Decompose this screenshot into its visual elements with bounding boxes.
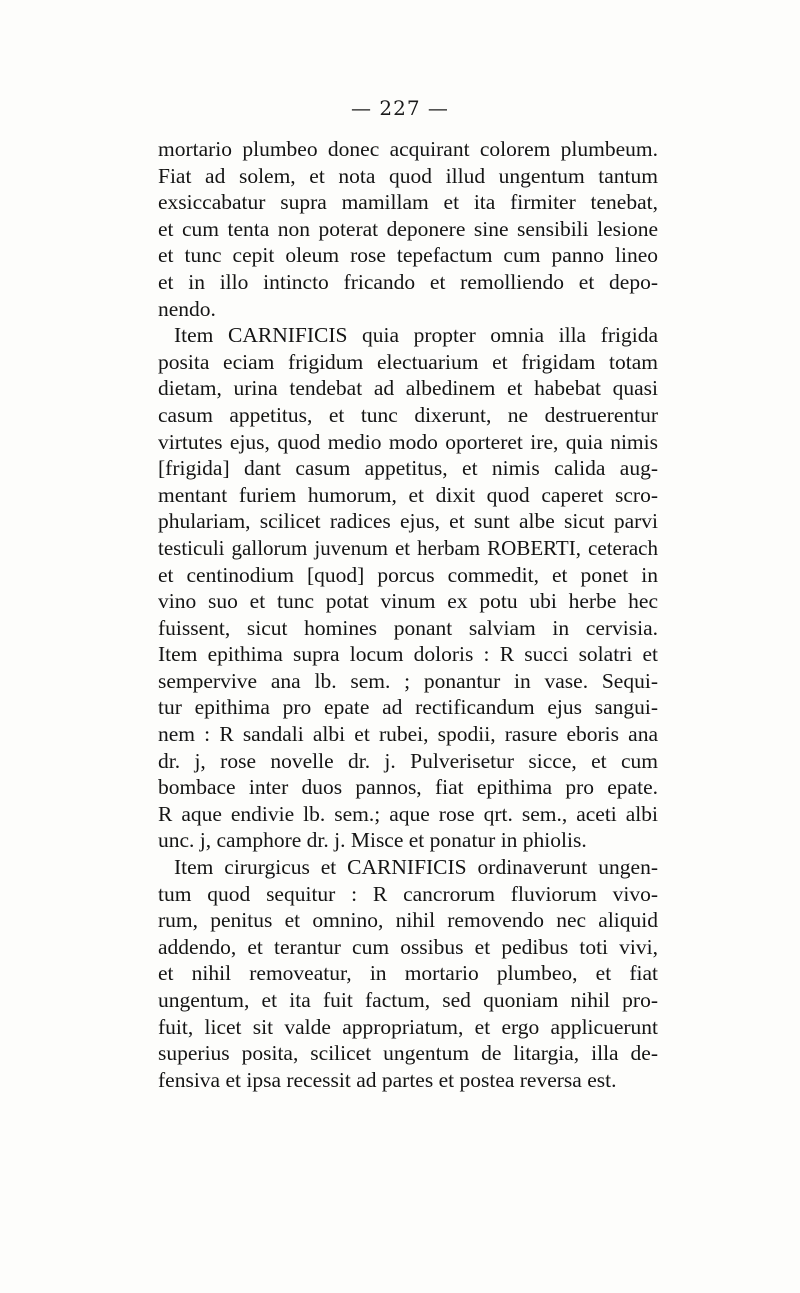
text-line: posita eciam frigidum electuarium et frigidam totam — [158, 349, 658, 374]
text-line: bombace inter duos pannos, fiat epithima pro epate. — [158, 775, 658, 800]
text-line: fensiva et ipsa recessit ad partes et postea reversa est. — [158, 1067, 617, 1092]
text-line: dr. j, rose novelle dr. j. Pulverisetur sicce, et cum — [158, 748, 658, 773]
text-line: Item cirurgicus et CARNIFICIS ordinaverunt ungen- — [174, 855, 658, 880]
text-line: et cum tenta non poterat deponere sine sensibili lesione — [158, 216, 658, 241]
text-line: nem : R sandali albi et rubei, spodii, rasure eboris ana — [158, 722, 658, 747]
text-line: tum quod sequitur : R cancrorum fluviorum vivo- — [158, 881, 658, 906]
text-line: et in illo intincto fricando et remolliendo et depo- — [158, 269, 658, 294]
text-line: vino suo et tunc potat vinum ex potu ubi herbe hec — [158, 589, 658, 614]
text-line: dietam, urina tendebat ad albedinem et habebat quasi — [158, 376, 658, 401]
text-line: sempervive ana lb. sem. ; ponantur in vase. Sequi- — [158, 668, 658, 693]
text-line: superius posita, scilicet ungentum de litargia, illa de- — [158, 1041, 658, 1066]
text-line: phulariam, scilicet radices ejus, et sunt albe sicut parvi — [158, 509, 658, 534]
text-line: tur epithima pro epate ad rectificandum ejus sangui- — [158, 695, 658, 720]
text-line: mentant furiem humorum, et dixit quod caperet scro- — [158, 482, 658, 507]
text-line: R aque endivie lb. sem.; aque rose qrt. sem., aceti albi — [158, 801, 658, 826]
text-line: exsiccabatur supra mamillam et ita firmiter tenebat, — [158, 190, 658, 215]
text-line: addendo, et terantur cum ossibus et pedibus toti vivi, — [158, 934, 658, 959]
text-line: Fiat ad solem, et nota quod illud ungentum tantum — [158, 163, 658, 188]
text-line: casum appetitus, et tunc dixerunt, ne destruerentur — [158, 402, 658, 427]
text-line: Item epithima supra locum doloris : R succi solatri et — [158, 642, 658, 667]
text-line: et tunc cepit oleum rose tepefactum cum panno lineo — [158, 243, 658, 268]
text-line: testiculi gallorum juvenum et herbam ROBERTI, ceterach — [158, 535, 658, 560]
text-line: rum, penitus et omnino, nihil removendo nec aliquid — [158, 908, 658, 933]
text-line: fuit, licet sit valde appropriatum, et ergo applicuerunt — [158, 1014, 658, 1039]
text-line: virtutes ejus, quod medio modo oporteret ire, quia nimis — [158, 429, 658, 454]
text-line: nendo. — [158, 296, 216, 321]
text-line: mortario plumbeo donec acquirant colorem plumbeum. — [158, 137, 658, 161]
page-number: — 227 — — [351, 96, 449, 120]
text-line: fuissent, sicut homines ponant salviam in cervisia. — [158, 615, 658, 640]
body-text — [158, 136, 658, 1093]
text-line: [frigida] dant casum appetitus, et nimis calida aug- — [158, 456, 658, 481]
text-line: ungentum, et ita fuit factum, sed quoniam nihil pro- — [158, 988, 658, 1012]
text-line: et centinodium [quod] porcus commedit, et ponet in — [158, 562, 658, 587]
text-line: et nihil removeatur, in mortario plumbeo, et fiat — [158, 961, 658, 986]
text-line: unc. j, camphore dr. j. Misce et ponatur in phiolis. — [158, 828, 587, 853]
text-line: Item CARNIFICIS quia propter omnia illa frigida — [174, 323, 658, 348]
